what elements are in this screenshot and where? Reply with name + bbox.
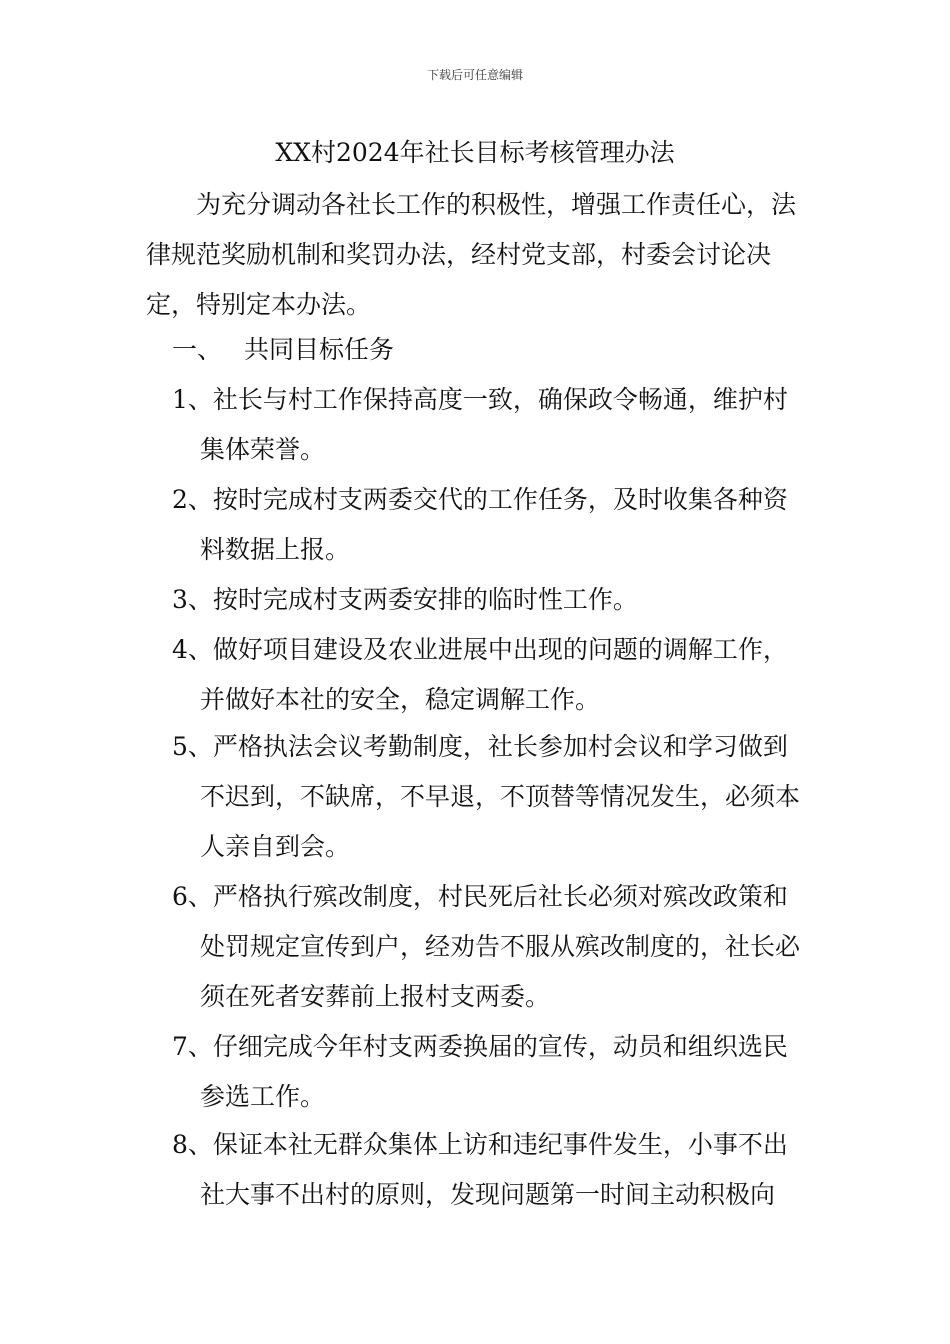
item-number: 2、 xyxy=(172,485,213,514)
document-title: XX村2024年社长目标考核管理办法 xyxy=(275,138,675,167)
item-text: 严格执法会议考勤制度，社长参加村会议和学习做到不迟到，不缺席，不早退，不顶替等情况发生，必须本人亲自到会。 xyxy=(200,732,801,861)
item-text: 社长与村工作保持高度一致，确保政令畅通，维护村集体荣誉。 xyxy=(200,385,788,464)
item-text: 保证本社无群众集体上访和违纪事件发生，小事不出社大事不出村的原则，发现问题第一时间主动积极向 xyxy=(200,1130,788,1209)
item-text: 严格执行殡改制度，村民死后社长必须对殡改政策和处罚规定宣传到户，经劝告不服从殡改制度的，社长必须在死者安葬前上报村支两委。 xyxy=(200,882,801,1011)
list-item xyxy=(172,1120,812,1220)
item-number: 1、 xyxy=(172,385,213,414)
item-number: 5、 xyxy=(172,732,213,761)
item-number: 3、 xyxy=(172,585,213,614)
list-item xyxy=(172,575,812,625)
section-title: 共同目标任务 xyxy=(244,335,395,364)
list-item xyxy=(172,872,812,1022)
item-text: 按时完成村支两委安排的临时性工作。 xyxy=(212,585,638,614)
item-text: 按时完成村支两委交代的工作任务，及时收集各种资料数据上报。 xyxy=(200,485,788,564)
section-number: 一、 xyxy=(172,335,223,364)
list-item xyxy=(172,1022,812,1122)
intro-paragraph: 为充分调动各社长工作的积极性，增强工作责任心，法律规范奖励机制和奖罚办法，经村党支部，村委会讨论决定，特别定本办法。 xyxy=(146,190,797,319)
item-text: 做好项目建设及农业进展中出现的问题的调解工作，并做好本社的安全，稳定调解工作。 xyxy=(200,635,788,714)
item-number: 6、 xyxy=(172,882,213,911)
item-number: 4、 xyxy=(172,635,213,664)
list-item xyxy=(172,722,812,872)
list-item xyxy=(172,625,812,725)
section-heading xyxy=(172,325,394,375)
item-number: 8、 xyxy=(172,1130,213,1159)
header-note: 下载后可任意编辑 xyxy=(426,68,523,82)
list-item xyxy=(172,375,812,475)
item-text: 仔细完成今年村支两委换届的宣传，动员和组织选民参选工作。 xyxy=(200,1032,788,1111)
item-number: 7、 xyxy=(172,1032,213,1061)
list-item xyxy=(172,475,812,575)
